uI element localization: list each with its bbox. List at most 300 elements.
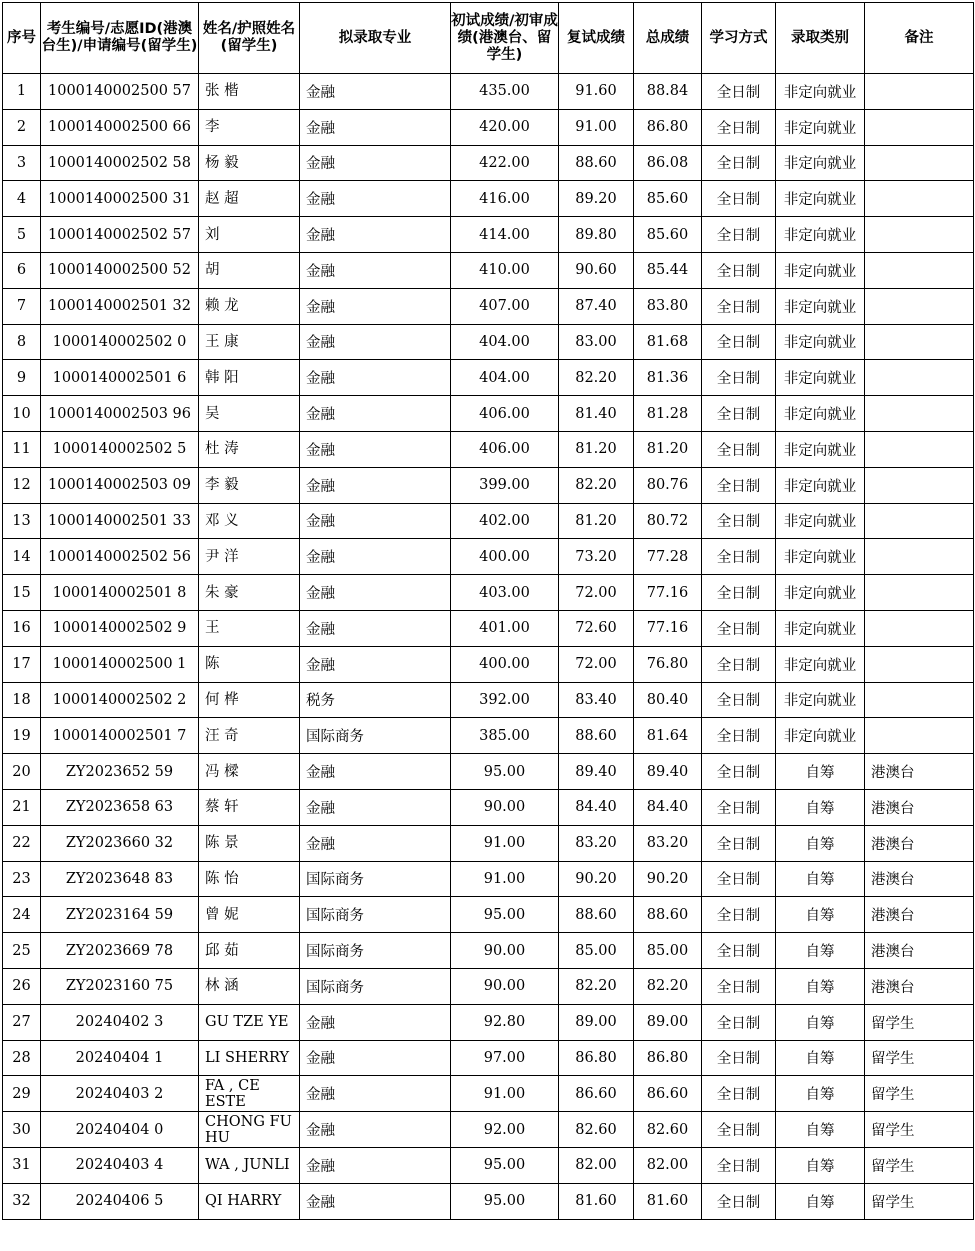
cell-seq: 28 — [3, 1040, 41, 1076]
cell-name: 朱 豪 — [199, 575, 300, 611]
admission-table — [2, 2, 974, 1220]
cell-candidate-id: 1000140002501 7 — [41, 718, 199, 754]
cell-major: 税务 — [300, 682, 451, 718]
cell-name: 陈 景 — [199, 825, 300, 861]
table-row — [3, 968, 974, 1004]
cell-seq: 5 — [3, 217, 41, 253]
table-row — [3, 288, 974, 324]
cell-major: 金融 — [300, 252, 451, 288]
cell-admission-category: 非定向就业 — [776, 396, 865, 432]
cell-candidate-id: 1000140002501 33 — [41, 503, 199, 539]
cell-initial-score: 414.00 — [451, 217, 559, 253]
cell-name: 张 楷 — [199, 74, 300, 110]
cell-note: 港澳台 — [865, 754, 974, 790]
table-row — [3, 467, 974, 503]
cell-admission-category: 非定向就业 — [776, 503, 865, 539]
cell-study-mode: 全日制 — [702, 682, 776, 718]
cell-candidate-id: 20240403 2 — [41, 1076, 199, 1112]
cell-note: 港澳台 — [865, 933, 974, 969]
cell-initial-score: 400.00 — [451, 646, 559, 682]
cell-total-score: 85.00 — [634, 933, 702, 969]
cell-seq: 3 — [3, 145, 41, 181]
cell-initial-score: 406.00 — [451, 431, 559, 467]
cell-study-mode: 全日制 — [702, 718, 776, 754]
cell-name: CHONG FU HU — [199, 1112, 300, 1148]
cell-name: 赖 龙 — [199, 288, 300, 324]
cell-initial-score: 97.00 — [451, 1040, 559, 1076]
cell-note — [865, 324, 974, 360]
cell-name: 邓 义 — [199, 503, 300, 539]
cell-note: 留学生 — [865, 1112, 974, 1148]
cell-admission-category: 自筹 — [776, 968, 865, 1004]
cell-seq: 8 — [3, 324, 41, 360]
cell-admission-category: 非定向就业 — [776, 109, 865, 145]
cell-retest-score: 83.40 — [559, 682, 634, 718]
cell-major: 金融 — [300, 1112, 451, 1148]
cell-candidate-id: 1000140002503 96 — [41, 396, 199, 432]
cell-major: 金融 — [300, 217, 451, 253]
cell-candidate-id: 20240402 3 — [41, 1004, 199, 1040]
cell-name: 李 毅 — [199, 467, 300, 503]
cell-candidate-id: ZY2023160 75 — [41, 968, 199, 1004]
cell-total-score: 88.84 — [634, 74, 702, 110]
cell-major: 国际商务 — [300, 933, 451, 969]
cell-study-mode: 全日制 — [702, 74, 776, 110]
cell-retest-score: 72.00 — [559, 575, 634, 611]
cell-seq: 20 — [3, 754, 41, 790]
cell-study-mode: 全日制 — [702, 1147, 776, 1183]
cell-initial-score: 95.00 — [451, 897, 559, 933]
cell-retest-score: 89.20 — [559, 181, 634, 217]
cell-initial-score: 401.00 — [451, 610, 559, 646]
header-seq: 序号 — [3, 3, 41, 74]
cell-initial-score: 90.00 — [451, 789, 559, 825]
cell-seq: 9 — [3, 360, 41, 396]
cell-study-mode: 全日制 — [702, 825, 776, 861]
cell-name: GU TZE YE — [199, 1004, 300, 1040]
cell-major: 金融 — [300, 539, 451, 575]
cell-admission-category: 非定向就业 — [776, 145, 865, 181]
cell-initial-score: 91.00 — [451, 861, 559, 897]
cell-total-score: 86.80 — [634, 1040, 702, 1076]
cell-admission-category: 自筹 — [776, 933, 865, 969]
cell-study-mode: 全日制 — [702, 646, 776, 682]
cell-admission-category: 自筹 — [776, 825, 865, 861]
cell-seq: 17 — [3, 646, 41, 682]
table-row — [3, 1004, 974, 1040]
table-row — [3, 825, 974, 861]
cell-note: 港澳台 — [865, 968, 974, 1004]
cell-total-score: 89.40 — [634, 754, 702, 790]
cell-major: 金融 — [300, 360, 451, 396]
cell-initial-score: 407.00 — [451, 288, 559, 324]
cell-admission-category: 非定向就业 — [776, 646, 865, 682]
cell-note — [865, 539, 974, 575]
cell-total-score: 82.20 — [634, 968, 702, 1004]
cell-seq: 15 — [3, 575, 41, 611]
cell-name: 吴 — [199, 396, 300, 432]
cell-admission-category: 自筹 — [776, 754, 865, 790]
cell-seq: 2 — [3, 109, 41, 145]
cell-total-score: 86.80 — [634, 109, 702, 145]
cell-note — [865, 181, 974, 217]
cell-initial-score: 91.00 — [451, 1076, 559, 1112]
cell-note — [865, 646, 974, 682]
table-row — [3, 646, 974, 682]
cell-name: 陈 怡 — [199, 861, 300, 897]
cell-initial-score: 410.00 — [451, 252, 559, 288]
cell-candidate-id: 1000140002502 2 — [41, 682, 199, 718]
cell-total-score: 86.60 — [634, 1076, 702, 1112]
cell-major: 金融 — [300, 431, 451, 467]
cell-major: 国际商务 — [300, 718, 451, 754]
cell-total-score: 80.40 — [634, 682, 702, 718]
cell-initial-score: 95.00 — [451, 754, 559, 790]
cell-candidate-id: 20240404 0 — [41, 1112, 199, 1148]
cell-admission-category: 自筹 — [776, 789, 865, 825]
cell-retest-score: 82.20 — [559, 360, 634, 396]
cell-name: LI SHERRY — [199, 1040, 300, 1076]
cell-admission-category: 非定向就业 — [776, 181, 865, 217]
cell-name: 曾 妮 — [199, 897, 300, 933]
cell-major: 国际商务 — [300, 897, 451, 933]
cell-note — [865, 217, 974, 253]
cell-total-score: 83.20 — [634, 825, 702, 861]
cell-admission-category: 自筹 — [776, 1040, 865, 1076]
cell-major: 金融 — [300, 610, 451, 646]
cell-retest-score: 72.00 — [559, 646, 634, 682]
cell-candidate-id: ZY2023658 63 — [41, 789, 199, 825]
cell-total-score: 77.16 — [634, 610, 702, 646]
cell-total-score: 88.60 — [634, 897, 702, 933]
cell-retest-score: 86.60 — [559, 1076, 634, 1112]
cell-admission-category: 非定向就业 — [776, 288, 865, 324]
cell-retest-score: 83.20 — [559, 825, 634, 861]
cell-total-score: 81.36 — [634, 360, 702, 396]
cell-retest-score: 84.40 — [559, 789, 634, 825]
cell-admission-category: 非定向就业 — [776, 252, 865, 288]
cell-note — [865, 503, 974, 539]
cell-initial-score: 95.00 — [451, 1147, 559, 1183]
cell-initial-score: 392.00 — [451, 682, 559, 718]
table-row — [3, 718, 974, 754]
cell-candidate-id: ZY2023660 32 — [41, 825, 199, 861]
table-row — [3, 897, 974, 933]
cell-name: 王 康 — [199, 324, 300, 360]
cell-seq: 32 — [3, 1183, 41, 1219]
cell-major: 金融 — [300, 109, 451, 145]
cell-initial-score: 92.80 — [451, 1004, 559, 1040]
cell-name: FA , CE ESTE — [199, 1076, 300, 1112]
cell-candidate-id: 1000140002503 09 — [41, 467, 199, 503]
cell-admission-category: 自筹 — [776, 1076, 865, 1112]
header-note: 备注 — [865, 3, 974, 74]
cell-study-mode: 全日制 — [702, 467, 776, 503]
cell-study-mode: 全日制 — [702, 575, 776, 611]
cell-candidate-id: ZY2023164 59 — [41, 897, 199, 933]
cell-note — [865, 431, 974, 467]
cell-candidate-id: 20240406 5 — [41, 1183, 199, 1219]
cell-seq: 16 — [3, 610, 41, 646]
header-retest-score: 复试成绩 — [559, 3, 634, 74]
cell-name: 汪 奇 — [199, 718, 300, 754]
cell-major: 金融 — [300, 74, 451, 110]
cell-major: 金融 — [300, 646, 451, 682]
cell-retest-score: 88.60 — [559, 718, 634, 754]
cell-study-mode: 全日制 — [702, 754, 776, 790]
cell-study-mode: 全日制 — [702, 1112, 776, 1148]
cell-retest-score: 90.20 — [559, 861, 634, 897]
table-row — [3, 145, 974, 181]
header-row — [3, 3, 974, 74]
cell-admission-category: 自筹 — [776, 1004, 865, 1040]
table-row — [3, 1076, 974, 1112]
table-row — [3, 754, 974, 790]
cell-retest-score: 72.60 — [559, 610, 634, 646]
cell-major: 金融 — [300, 1147, 451, 1183]
cell-candidate-id: 1000140002500 66 — [41, 109, 199, 145]
cell-total-score: 77.16 — [634, 575, 702, 611]
cell-retest-score: 83.00 — [559, 324, 634, 360]
cell-retest-score: 89.40 — [559, 754, 634, 790]
table-row — [3, 324, 974, 360]
cell-name: 尹 洋 — [199, 539, 300, 575]
cell-initial-score: 385.00 — [451, 718, 559, 754]
cell-name: 陈 — [199, 646, 300, 682]
cell-study-mode: 全日制 — [702, 539, 776, 575]
cell-seq: 23 — [3, 861, 41, 897]
cell-total-score: 84.40 — [634, 789, 702, 825]
table-row — [3, 431, 974, 467]
cell-name: 刘 — [199, 217, 300, 253]
table-row — [3, 252, 974, 288]
cell-major: 金融 — [300, 288, 451, 324]
cell-initial-score: 404.00 — [451, 360, 559, 396]
cell-admission-category: 非定向就业 — [776, 682, 865, 718]
cell-study-mode: 全日制 — [702, 933, 776, 969]
cell-total-score: 85.44 — [634, 252, 702, 288]
cell-name: 王 — [199, 610, 300, 646]
cell-total-score: 81.68 — [634, 324, 702, 360]
cell-retest-score: 89.00 — [559, 1004, 634, 1040]
cell-study-mode: 全日制 — [702, 109, 776, 145]
cell-study-mode: 全日制 — [702, 324, 776, 360]
cell-total-score: 85.60 — [634, 217, 702, 253]
cell-initial-score: 422.00 — [451, 145, 559, 181]
cell-major: 国际商务 — [300, 861, 451, 897]
table-row — [3, 933, 974, 969]
cell-seq: 27 — [3, 1004, 41, 1040]
cell-study-mode: 全日制 — [702, 1076, 776, 1112]
cell-major: 金融 — [300, 503, 451, 539]
cell-retest-score: 90.60 — [559, 252, 634, 288]
cell-candidate-id: 1000140002502 0 — [41, 324, 199, 360]
cell-admission-category: 非定向就业 — [776, 539, 865, 575]
cell-admission-category: 非定向就业 — [776, 575, 865, 611]
cell-seq: 21 — [3, 789, 41, 825]
cell-total-score: 85.60 — [634, 181, 702, 217]
cell-name: 胡 — [199, 252, 300, 288]
cell-seq: 13 — [3, 503, 41, 539]
cell-seq: 24 — [3, 897, 41, 933]
cell-study-mode: 全日制 — [702, 288, 776, 324]
cell-candidate-id: 1000140002502 5 — [41, 431, 199, 467]
cell-study-mode: 全日制 — [702, 1040, 776, 1076]
cell-candidate-id: ZY2023669 78 — [41, 933, 199, 969]
cell-admission-category: 非定向就业 — [776, 74, 865, 110]
table-row — [3, 1112, 974, 1148]
cell-retest-score: 88.60 — [559, 897, 634, 933]
cell-initial-score: 90.00 — [451, 933, 559, 969]
cell-study-mode: 全日制 — [702, 789, 776, 825]
cell-admission-category: 自筹 — [776, 1147, 865, 1183]
cell-candidate-id: 1000140002501 8 — [41, 575, 199, 611]
cell-note — [865, 360, 974, 396]
cell-initial-score: 399.00 — [451, 467, 559, 503]
cell-note: 港澳台 — [865, 789, 974, 825]
cell-note — [865, 396, 974, 432]
table-row — [3, 1147, 974, 1183]
header-study-mode: 学习方式 — [702, 3, 776, 74]
cell-total-score: 86.08 — [634, 145, 702, 181]
cell-initial-score: 404.00 — [451, 324, 559, 360]
cell-note — [865, 575, 974, 611]
cell-name: 何 桦 — [199, 682, 300, 718]
cell-major: 金融 — [300, 396, 451, 432]
cell-name: QI HARRY — [199, 1183, 300, 1219]
cell-initial-score: 92.00 — [451, 1112, 559, 1148]
cell-candidate-id: 1000140002500 52 — [41, 252, 199, 288]
cell-seq: 14 — [3, 539, 41, 575]
cell-name: 赵 超 — [199, 181, 300, 217]
cell-retest-score: 81.60 — [559, 1183, 634, 1219]
table-row — [3, 217, 974, 253]
header-id: 考生编号/志愿ID(港澳台生)/申请编号(留学生) — [41, 3, 199, 74]
cell-candidate-id: ZY2023652 59 — [41, 754, 199, 790]
cell-candidate-id: 1000140002502 57 — [41, 217, 199, 253]
cell-study-mode: 全日制 — [702, 861, 776, 897]
cell-seq: 7 — [3, 288, 41, 324]
cell-admission-category: 非定向就业 — [776, 610, 865, 646]
cell-initial-score: 90.00 — [451, 968, 559, 1004]
cell-study-mode: 全日制 — [702, 145, 776, 181]
cell-candidate-id: ZY2023648 83 — [41, 861, 199, 897]
cell-seq: 10 — [3, 396, 41, 432]
cell-study-mode: 全日制 — [702, 431, 776, 467]
cell-major: 金融 — [300, 575, 451, 611]
cell-seq: 31 — [3, 1147, 41, 1183]
cell-name: 杜 涛 — [199, 431, 300, 467]
cell-admission-category: 自筹 — [776, 861, 865, 897]
cell-name: 李 — [199, 109, 300, 145]
cell-major: 金融 — [300, 467, 451, 503]
cell-name: 冯 樑 — [199, 754, 300, 790]
cell-note: 留学生 — [865, 1076, 974, 1112]
cell-seq: 26 — [3, 968, 41, 1004]
cell-name: 韩 阳 — [199, 360, 300, 396]
cell-study-mode: 全日制 — [702, 610, 776, 646]
cell-note — [865, 718, 974, 754]
table-row — [3, 789, 974, 825]
cell-note — [865, 682, 974, 718]
cell-admission-category: 自筹 — [776, 1112, 865, 1148]
cell-study-mode: 全日制 — [702, 217, 776, 253]
cell-initial-score: 402.00 — [451, 503, 559, 539]
cell-note: 留学生 — [865, 1183, 974, 1219]
cell-candidate-id: 1000140002501 6 — [41, 360, 199, 396]
header-major: 拟录取专业 — [300, 3, 451, 74]
cell-retest-score: 85.00 — [559, 933, 634, 969]
cell-retest-score: 88.60 — [559, 145, 634, 181]
cell-retest-score: 87.40 — [559, 288, 634, 324]
cell-retest-score: 81.20 — [559, 503, 634, 539]
cell-admission-category: 非定向就业 — [776, 718, 865, 754]
table-row — [3, 109, 974, 145]
cell-major: 金融 — [300, 181, 451, 217]
cell-total-score: 77.28 — [634, 539, 702, 575]
cell-admission-category: 非定向就业 — [776, 324, 865, 360]
header-total-score: 总成绩 — [634, 3, 702, 74]
cell-total-score: 82.60 — [634, 1112, 702, 1148]
table-row — [3, 503, 974, 539]
cell-admission-category: 自筹 — [776, 1183, 865, 1219]
cell-total-score: 76.80 — [634, 646, 702, 682]
table-row — [3, 575, 974, 611]
cell-major: 金融 — [300, 789, 451, 825]
cell-retest-score: 91.60 — [559, 74, 634, 110]
header-name: 姓名/护照姓名(留学生) — [199, 3, 300, 74]
table-row — [3, 539, 974, 575]
cell-seq: 22 — [3, 825, 41, 861]
cell-candidate-id: 1000140002500 1 — [41, 646, 199, 682]
cell-note — [865, 610, 974, 646]
cell-study-mode: 全日制 — [702, 360, 776, 396]
cell-note — [865, 252, 974, 288]
cell-retest-score: 91.00 — [559, 109, 634, 145]
cell-seq: 4 — [3, 181, 41, 217]
cell-major: 金融 — [300, 1076, 451, 1112]
cell-retest-score: 73.20 — [559, 539, 634, 575]
table-row — [3, 861, 974, 897]
cell-name: 邱 茹 — [199, 933, 300, 969]
cell-name: WA , JUNLI — [199, 1147, 300, 1183]
cell-seq: 12 — [3, 467, 41, 503]
cell-seq: 19 — [3, 718, 41, 754]
cell-retest-score: 81.40 — [559, 396, 634, 432]
cell-total-score: 89.00 — [634, 1004, 702, 1040]
cell-initial-score: 403.00 — [451, 575, 559, 611]
cell-initial-score: 406.00 — [451, 396, 559, 432]
header-admission-category: 录取类别 — [776, 3, 865, 74]
table-row — [3, 1040, 974, 1076]
cell-retest-score: 82.20 — [559, 968, 634, 1004]
cell-note: 留学生 — [865, 1147, 974, 1183]
cell-initial-score: 420.00 — [451, 109, 559, 145]
cell-candidate-id: 20240403 4 — [41, 1147, 199, 1183]
cell-major: 金融 — [300, 145, 451, 181]
table-row — [3, 181, 974, 217]
cell-total-score: 80.72 — [634, 503, 702, 539]
cell-total-score: 81.64 — [634, 718, 702, 754]
cell-name: 林 涵 — [199, 968, 300, 1004]
cell-retest-score: 82.60 — [559, 1112, 634, 1148]
cell-major: 国际商务 — [300, 968, 451, 1004]
cell-initial-score: 400.00 — [451, 539, 559, 575]
cell-study-mode: 全日制 — [702, 1183, 776, 1219]
cell-total-score: 81.60 — [634, 1183, 702, 1219]
cell-retest-score: 89.80 — [559, 217, 634, 253]
cell-total-score: 90.20 — [634, 861, 702, 897]
